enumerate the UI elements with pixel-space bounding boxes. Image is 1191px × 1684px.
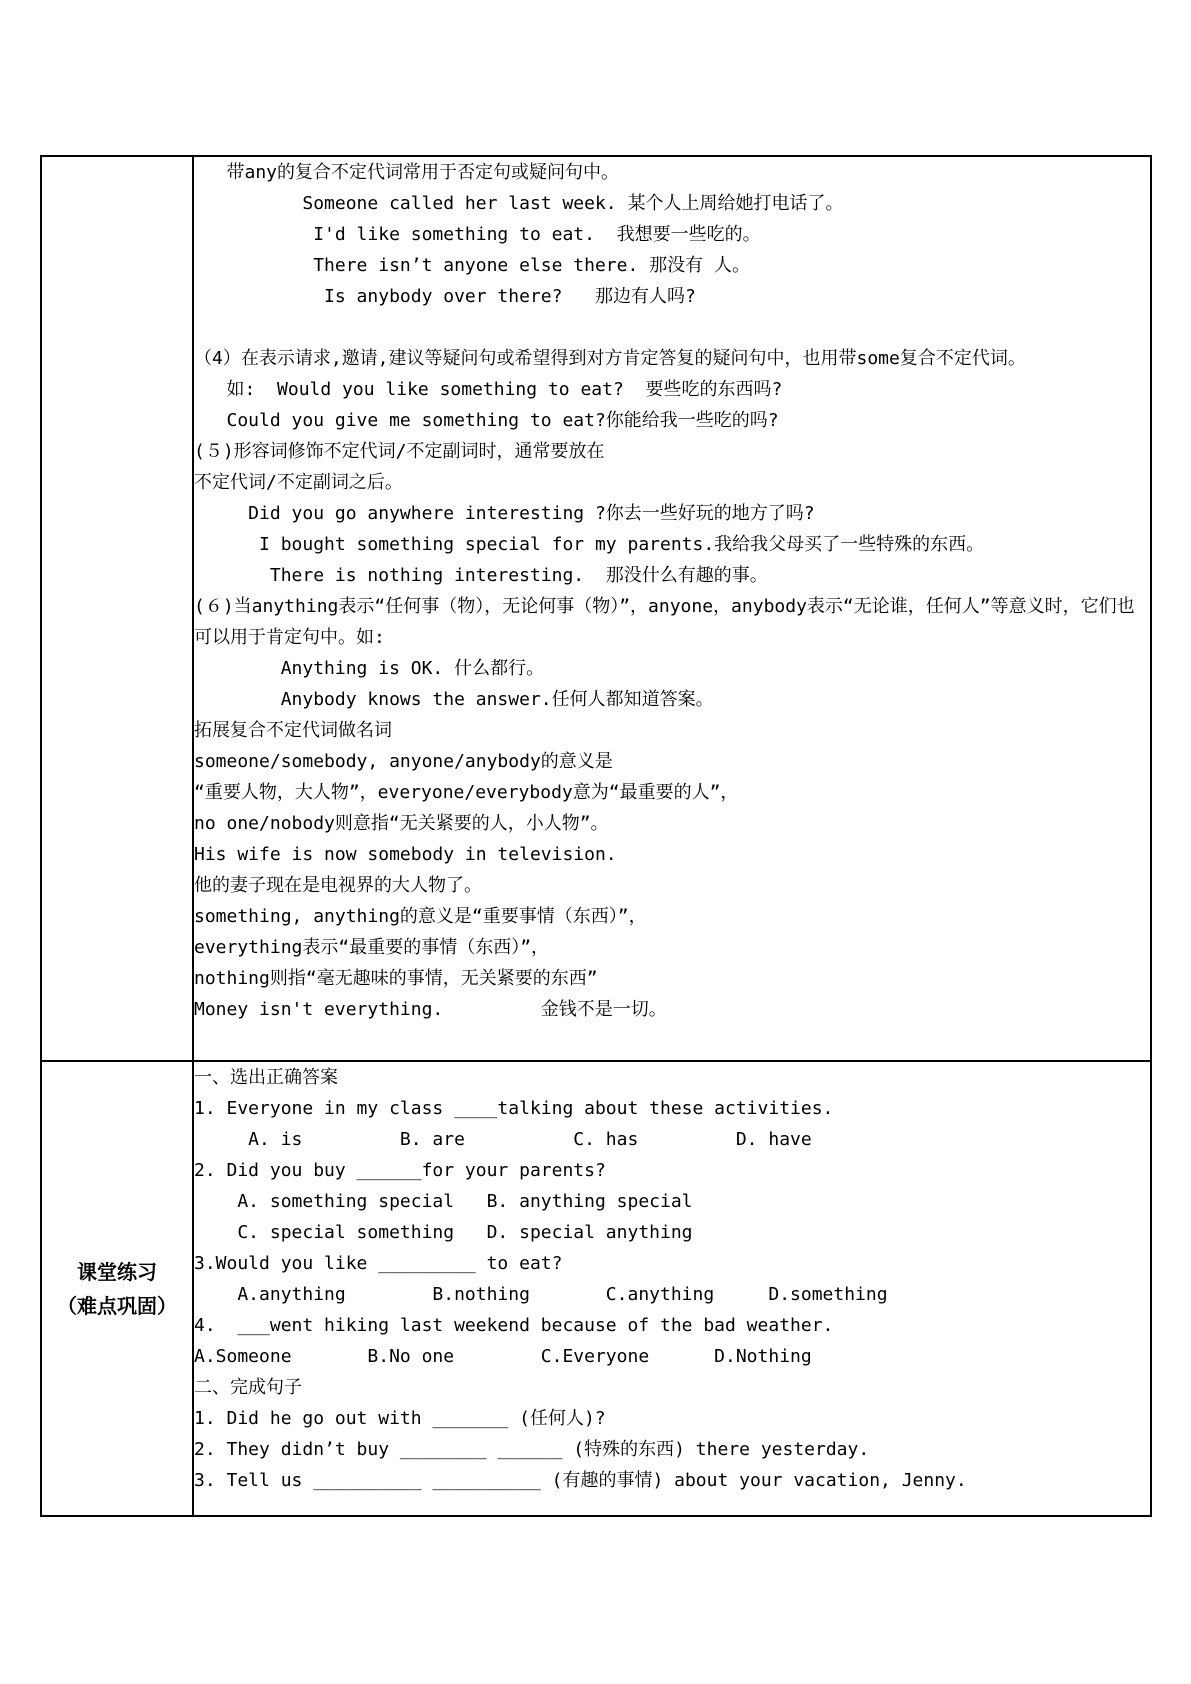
example-line: There is nothing interesting. 那没什么有趣的事。 xyxy=(194,565,768,586)
question-4-options: A.Someone B.No one C.Everyone D.Nothing xyxy=(194,1346,812,1367)
grammar-notes-label-cell xyxy=(41,156,193,1061)
practice-content xyxy=(193,1061,1151,1516)
practice-label-cell xyxy=(41,1061,193,1516)
question-1-options: A. is B. are C. has D. have xyxy=(194,1129,812,1150)
extension-line: something, anything的意义是“重要事情（东西）”， xyxy=(194,906,647,927)
practice-sublabel: （难点巩固） xyxy=(57,1293,177,1318)
extension-line: Money isn't everything. 金钱不是一切。 xyxy=(194,999,667,1020)
question-2-options: C. special something D. special anything xyxy=(194,1222,693,1243)
worksheet-table xyxy=(40,155,1152,1517)
question-3-options: A.anything B.nothing C.anything D.something xyxy=(194,1284,888,1305)
example-line: There isn’t anyone else there. 那没有 人。 xyxy=(194,255,750,276)
grammar-notes-content xyxy=(193,156,1151,1061)
rule-4-text: （4）在表示请求,邀请,建议等疑问句或希望得到对方肯定答复的疑问句中，也用带some复合不定代词。 xyxy=(194,348,1026,369)
extension-line: everything表示“最重要的事情（东西）”， xyxy=(194,937,550,958)
example-line: Anybody knows the answer.任何人都知道答案。 xyxy=(194,689,714,710)
example-line: Is anybody over there? 那边有人吗? xyxy=(194,286,696,307)
sentence-1: 1. Did he go out with _______ (任何人)? xyxy=(194,1408,606,1429)
worksheet xyxy=(40,155,1152,1519)
question-2: 2. Did you buy ______for your parents? xyxy=(194,1160,606,1181)
question-1: 1. Everyone in my class ____talking about these activities. xyxy=(194,1098,834,1119)
sentence-3: 3. Tell us __________ __________ (有趣的事情) about your vacation, Jenny. xyxy=(194,1470,967,1491)
extension-line: no one/nobody则意指“无关紧要的人，小人物”。 xyxy=(194,813,609,834)
grammar-notes-row xyxy=(41,156,1151,1061)
exercise-heading: 二、完成句子 xyxy=(194,1377,302,1398)
rule-5-text-cont: 不定代词/不定副词之后。 xyxy=(194,472,403,493)
extension-line: “重要人物，大人物”，everyone/everybody意为“最重要的人”， xyxy=(194,782,739,803)
example-line: 如: Would you like something to eat? 要些吃的东西吗? xyxy=(194,379,783,400)
note-line: 带any的复合不定代词常用于否定句或疑问句中。 xyxy=(194,162,620,183)
example-line: Someone called her last week. 某个人上周给她打电话了。 xyxy=(194,193,844,214)
question-4: 4. ___went hiking last weekend because of the bad weather. xyxy=(194,1315,834,1336)
example-line: I bought something special for my parents.我给我父母买了一些特殊的东西。 xyxy=(194,534,985,555)
extension-line: someone/somebody, anyone/anybody的意义是 xyxy=(194,751,613,772)
example-line: I'd like something to eat. 我想要一些吃的。 xyxy=(194,224,761,245)
rule-5-text: (５)形容词修饰不定代词/不定副词时，通常要放在 xyxy=(194,441,605,462)
rule-6-text: (６)当anything表示“任何事（物），无论何事（物）”，anyone，anybody表示“无论谁，任何人”等意义时，它们也可以用于肯定句中。如: xyxy=(194,596,1135,648)
extension-line: 他的妻子现在是电视界的大人物了。 xyxy=(194,875,482,896)
practice-row xyxy=(41,1061,1151,1516)
extension-line: nothing则指“毫无趣味的事情，无关紧要的东西” xyxy=(194,968,598,989)
question-2-options: A. something special B. anything special xyxy=(194,1191,693,1212)
example-line: Anything is OK. 什么都行。 xyxy=(194,658,545,679)
practice-label: 课堂练习 xyxy=(77,1259,157,1284)
question-3: 3.Would you like _________ to eat? xyxy=(194,1253,563,1274)
example-line: Could you give me something to eat?你能给我一些吃的吗? xyxy=(194,410,779,431)
spacer xyxy=(194,312,1150,343)
extension-line: His wife is now somebody in television. xyxy=(194,844,617,865)
sentence-2: 2. They didn’t buy ________ ______ (特殊的东西) there yesterday. xyxy=(194,1439,870,1460)
extension-heading: 拓展复合不定代词做名词 xyxy=(194,720,392,741)
example-line: Did you go anywhere interesting ?你去一些好玩的地方了吗? xyxy=(194,503,815,524)
exercise-heading: 一、选出正确答案 xyxy=(194,1067,338,1088)
